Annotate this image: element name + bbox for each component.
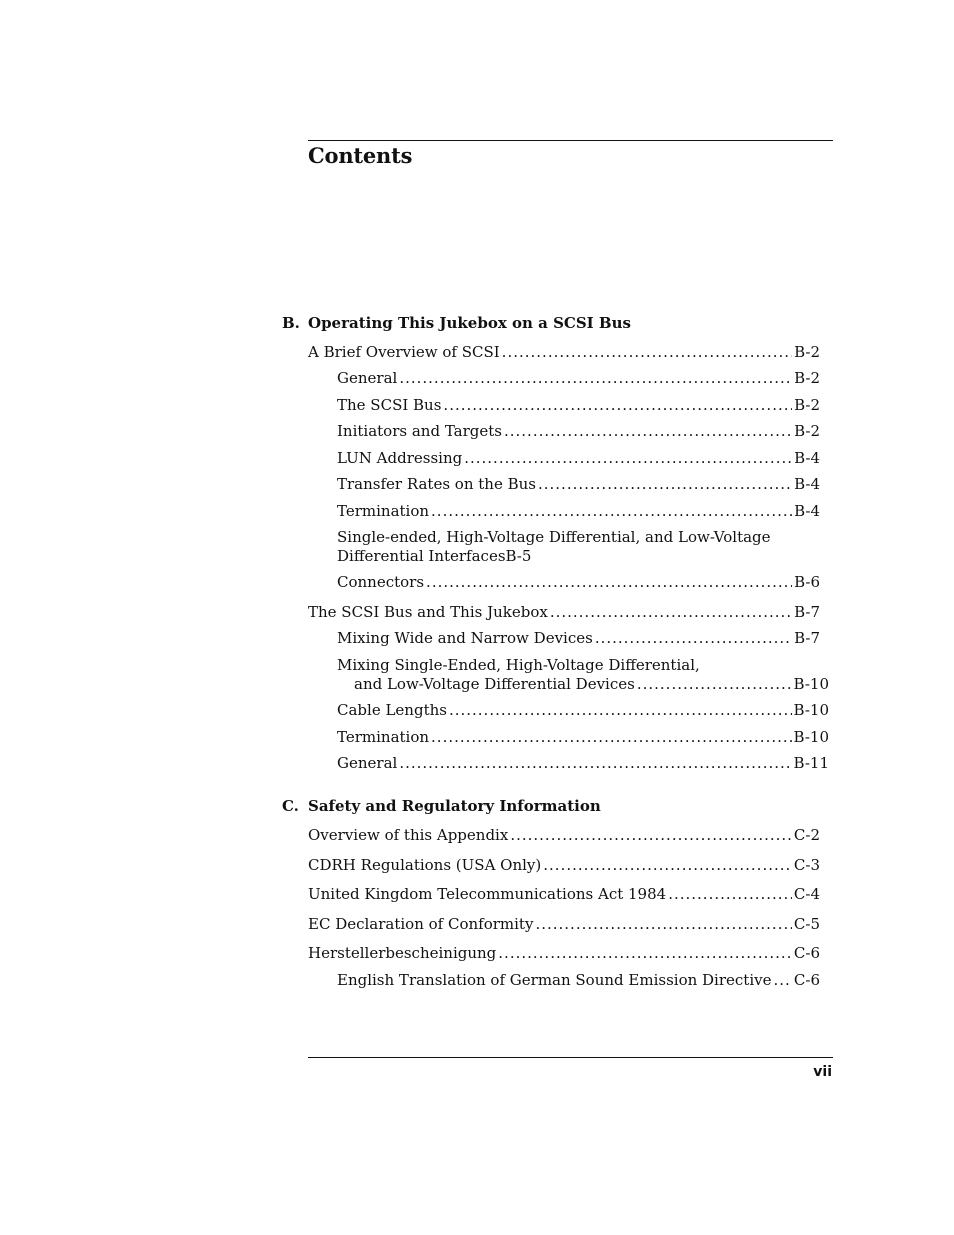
dot-leader [443, 396, 792, 415]
page-title: Contents [308, 143, 413, 168]
toc-entry-text: Herstellerbescheinigung [308, 944, 497, 962]
toc-entry-page: B-4 [794, 475, 820, 493]
toc-entry[interactable] [337, 728, 829, 747]
toc-entry-page: C-3 [793, 856, 820, 874]
section-letter: C. [282, 797, 299, 815]
toc-entry[interactable] [337, 475, 820, 494]
toc-entry[interactable] [337, 422, 820, 441]
dot-leader [464, 449, 792, 468]
toc-entry-text: The SCSI Bus and This Jukebox [308, 603, 548, 621]
dot-leader [431, 502, 792, 521]
toc-entry-text: Cable Lengths [337, 701, 447, 719]
toc-entry[interactable] [337, 701, 829, 720]
toc-entry-page: B-11 [793, 754, 829, 772]
toc-entry-page: B-4 [794, 449, 820, 467]
toc-entry[interactable] [308, 915, 820, 934]
dot-leader [431, 728, 792, 747]
section-title: Safety and Regulatory Information [308, 797, 601, 815]
page-number: vii [813, 1064, 832, 1080]
toc-entry[interactable] [337, 971, 820, 990]
dot-leader [399, 369, 792, 388]
toc-entry-text: A Brief Overview of SCSI [308, 343, 500, 361]
toc-entry-text: CDRH Regulations (USA Only) [308, 856, 542, 874]
dot-leader [535, 915, 791, 934]
toc-entry-text: and Low-Voltage Differential Devices [354, 675, 635, 693]
dot-leader [550, 603, 792, 622]
toc-entry-page: B-4 [794, 502, 820, 520]
toc-entry-page: B-6 [794, 573, 820, 591]
dot-leader [449, 701, 792, 720]
toc-entry-text: United Kingdom Telecommunications Act 1984 [308, 885, 667, 903]
section-c-heading[interactable] [282, 797, 601, 815]
toc-entry-text: Transfer Rates on the Bus [337, 475, 536, 493]
dot-leader [510, 826, 792, 845]
toc-entry-text: General [337, 754, 398, 772]
toc-entry-text: Termination [337, 502, 430, 520]
toc-entry-page: B-2 [794, 369, 820, 387]
toc-entry[interactable] [308, 343, 820, 362]
toc-entry-page: C-4 [793, 885, 820, 903]
toc-entry[interactable] [337, 754, 829, 773]
toc-entry-text: General [337, 369, 398, 387]
toc-entry-page: C-6 [793, 971, 820, 989]
top-rule [308, 140, 833, 141]
toc-entry[interactable] [308, 603, 820, 622]
toc-entry-text: Overview of this Appendix [308, 826, 509, 844]
dot-leader [399, 754, 791, 773]
toc-entry-page: B-2 [794, 396, 820, 414]
toc-entry-text: Mixing Wide and Narrow Devices [337, 629, 593, 647]
toc-entry[interactable] [337, 502, 820, 521]
dot-leader [668, 885, 792, 904]
dot-leader [543, 856, 792, 875]
toc-entry[interactable] [337, 573, 820, 592]
section-title: Operating This Jukebox on a SCSI Bus [308, 314, 631, 332]
toc-entry-page: B-2 [794, 343, 820, 361]
toc-entry-page: B-10 [793, 675, 829, 693]
toc-entry-text: The SCSI Bus [337, 396, 442, 414]
toc-entry[interactable] [337, 629, 820, 648]
toc-entry-text: English Translation of German Sound Emission Directive [337, 971, 772, 989]
toc-entry-page: B-7 [794, 603, 820, 621]
section-b-heading[interactable] [282, 314, 631, 332]
dot-leader [538, 475, 792, 494]
toc-entry-line1[interactable]: Mixing Single-Ended, High-Voltage Differential, [337, 656, 700, 674]
toc-entry-text: Initiators and Targets [337, 422, 502, 440]
toc-entry[interactable] [308, 885, 820, 904]
toc-entry[interactable] [337, 396, 820, 415]
dot-leader [595, 629, 792, 648]
toc-entry[interactable] [354, 675, 829, 694]
toc-entry-page: B-2 [794, 422, 820, 440]
dot-leader [502, 343, 792, 362]
toc-entry-text: Termination [337, 728, 430, 746]
bottom-rule [308, 1057, 833, 1058]
toc-entry[interactable] [337, 449, 820, 468]
toc-entry-page: C-2 [793, 826, 820, 844]
toc-entry-text: EC Declaration of Conformity [308, 915, 534, 933]
dot-leader [498, 944, 792, 963]
dot-leader [773, 971, 791, 990]
toc-entry-line1[interactable]: Single-ended, High-Voltage Differential, and Low-Voltage [337, 528, 771, 546]
toc-entry[interactable] [308, 856, 820, 875]
toc-entry-line2[interactable]: Differential InterfacesB-5 [337, 547, 532, 565]
toc-entry-page: B-10 [793, 701, 829, 719]
toc-entry-page: B-7 [794, 629, 820, 647]
toc-entry-page: C-5 [793, 915, 820, 933]
toc-entry-text: LUN Addressing [337, 449, 463, 467]
section-letter: B. [282, 314, 300, 332]
toc-entry-page: B-10 [793, 728, 829, 746]
toc-entry[interactable] [337, 369, 820, 388]
dot-leader [504, 422, 792, 441]
toc-entry-page: C-6 [793, 944, 820, 962]
toc-entry[interactable] [308, 944, 820, 963]
toc-entry-text: Connectors [337, 573, 425, 591]
dot-leader [426, 573, 792, 592]
toc-entry[interactable] [308, 826, 820, 845]
dot-leader [637, 675, 792, 694]
